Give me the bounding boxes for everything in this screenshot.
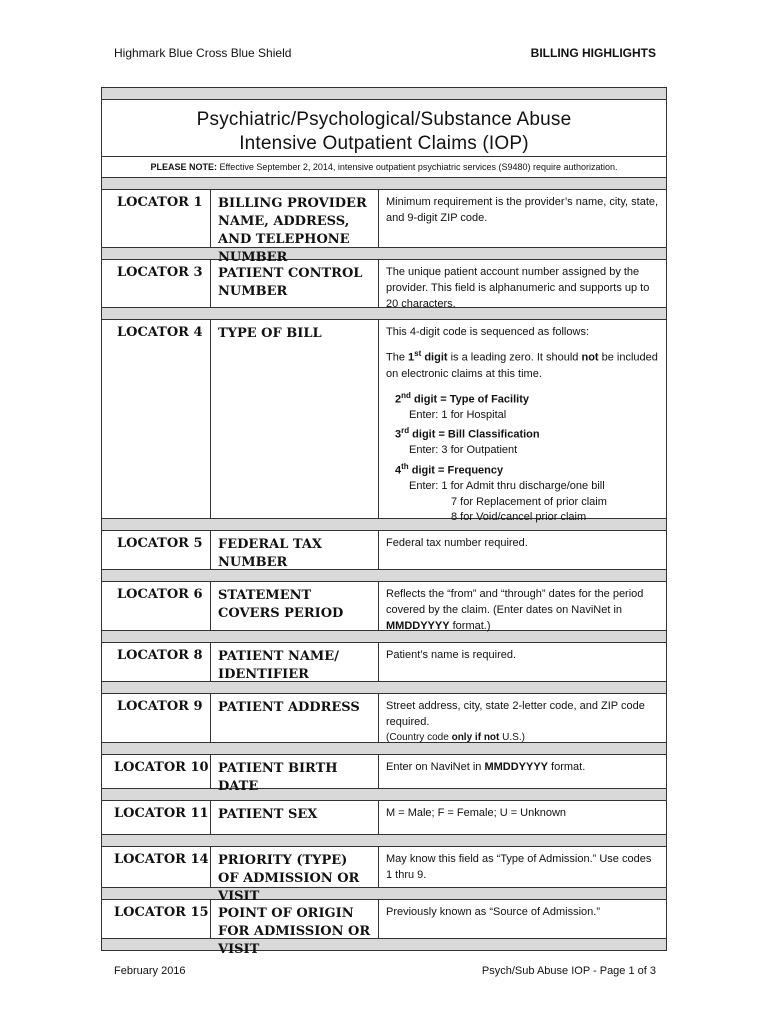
type-of-bill-digits: 2nd digit = Type of Facility Enter: 1 for Hospital 3rd digit = Bill Classification Enter: 3 for Outpatient 4th digit = Frequency Enter: 1 for Admit thru discharge/one bill 7 for Replacement of prior claim 8 for Void/cancel prior claim	[395, 390, 607, 524]
field-description: Patient’s name is required.	[378, 643, 666, 681]
footer-date: February 2016	[114, 965, 186, 977]
table-row	[101, 582, 667, 630]
locator-label: LOCATOR 11	[114, 806, 209, 821]
locator-label: LOCATOR 5	[117, 536, 203, 551]
field-description: May know this field as “Type of Admission.” Use codes 1 thru 9.	[378, 847, 666, 887]
title-line-1: Psychiatric/Psychological/Substance Abuse	[196, 109, 572, 130]
field-description: Enter on NaviNet in MMDDYYYY format.	[378, 755, 666, 788]
divider-bar	[101, 247, 667, 260]
locator-label: LOCATOR 6	[117, 587, 203, 602]
field-description: This 4-digit code is sequenced as follows: The 1st digit is a leading zero. It should not be included on electronic claims at this time. 2nd digit = Type of Facility Enter: 1 for Hospital 3rd digit = Bill Classification Enter: 3 for Outpatient 4th digit = Frequency Enter: 1 for Admit thru discharge/one bill 7 for Replacement of prior claim 8 for Void/cancel prior claim	[378, 320, 666, 518]
divider-bar	[101, 938, 667, 951]
divider-bar	[101, 177, 667, 190]
divider-bar	[101, 681, 667, 694]
table-row	[101, 260, 667, 310]
locator-label: LOCATOR 3	[117, 265, 203, 280]
table-row	[101, 801, 667, 834]
field-name: PRIORITY (TYPE) OF ADMISSION OR VISIT	[210, 847, 378, 887]
field-description: Federal tax number required.	[378, 531, 666, 569]
field-description: Minimum requirement is the provider’s name, city, state, and 9-digit ZIP code.	[378, 190, 666, 247]
table-row	[101, 531, 667, 569]
field-name: PATIENT BIRTH DATE	[210, 755, 378, 788]
field-name: STATEMENT COVERS PERIOD	[210, 582, 378, 630]
divider-bar	[101, 834, 667, 847]
field-name: POINT OF ORIGIN FOR ADMISSION OR VISIT	[210, 900, 378, 938]
table-row	[101, 755, 667, 794]
field-description: Street address, city, state 2-letter code, and ZIP code required. (Country code only if not U.S.)	[378, 694, 666, 742]
field-description: Previously known as “Source of Admission.”	[378, 900, 666, 938]
title-line-2: Intensive Outpatient Claims (IOP)	[239, 133, 529, 154]
header-section-title: BILLING HIGHLIGHTS	[530, 46, 656, 60]
divider-bar	[101, 788, 667, 801]
locator-label: LOCATOR 1	[117, 195, 203, 210]
field-description: The unique patient account number assigned by the provider. This field is alphanumeric and supports up to 20 characters.	[378, 260, 666, 307]
please-note	[101, 156, 667, 177]
field-description: M = Male; F = Female; U = Unknown	[378, 801, 666, 834]
locator-label: LOCATOR 8	[117, 648, 203, 663]
header-org-name: Highmark Blue Cross Blue Shield	[114, 46, 292, 60]
note-text: Effective September 2, 2014, intensive outpatient psychiatric services (S9480) require authorization.	[216, 162, 618, 172]
field-name: FEDERAL TAX NUMBER	[210, 531, 378, 569]
table-row	[101, 643, 667, 681]
table-row	[101, 190, 667, 265]
locator-label: LOCATOR 15	[114, 905, 209, 920]
locator-label: LOCATOR 9	[117, 699, 203, 714]
table-row	[101, 320, 667, 524]
note-label: PLEASE NOTE:	[150, 162, 217, 172]
field-name: PATIENT NAME/ IDENTIFIER	[210, 643, 378, 681]
field-description: Reflects the “from” and “through” dates for the period covered by the claim. (Enter dates on NaviNet in MMDDYYYY format.)	[378, 582, 666, 630]
divider-bar	[101, 569, 667, 582]
footer-page-number: Psych/Sub Abuse IOP - Page 1 of 3	[481, 965, 656, 977]
divider-bar	[101, 87, 667, 100]
locator-label: LOCATOR 10	[114, 760, 209, 775]
document-title	[101, 100, 667, 156]
table-row	[101, 694, 667, 742]
field-name: PATIENT SEX	[210, 801, 378, 834]
field-name: TYPE OF BILL	[210, 320, 378, 518]
field-name: PATIENT ADDRESS	[210, 694, 378, 742]
billing-table	[101, 87, 667, 957]
locator-label: LOCATOR 4	[117, 325, 203, 340]
table-row	[101, 847, 667, 904]
field-name: BILLING PROVIDER NAME, ADDRESS, AND TELEPHONE NUMBER	[210, 190, 378, 247]
table-row	[101, 900, 667, 957]
locator-label: LOCATOR 14	[114, 852, 209, 867]
field-name: PATIENT CONTROL NUMBER	[210, 260, 378, 307]
divider-bar	[101, 887, 667, 900]
